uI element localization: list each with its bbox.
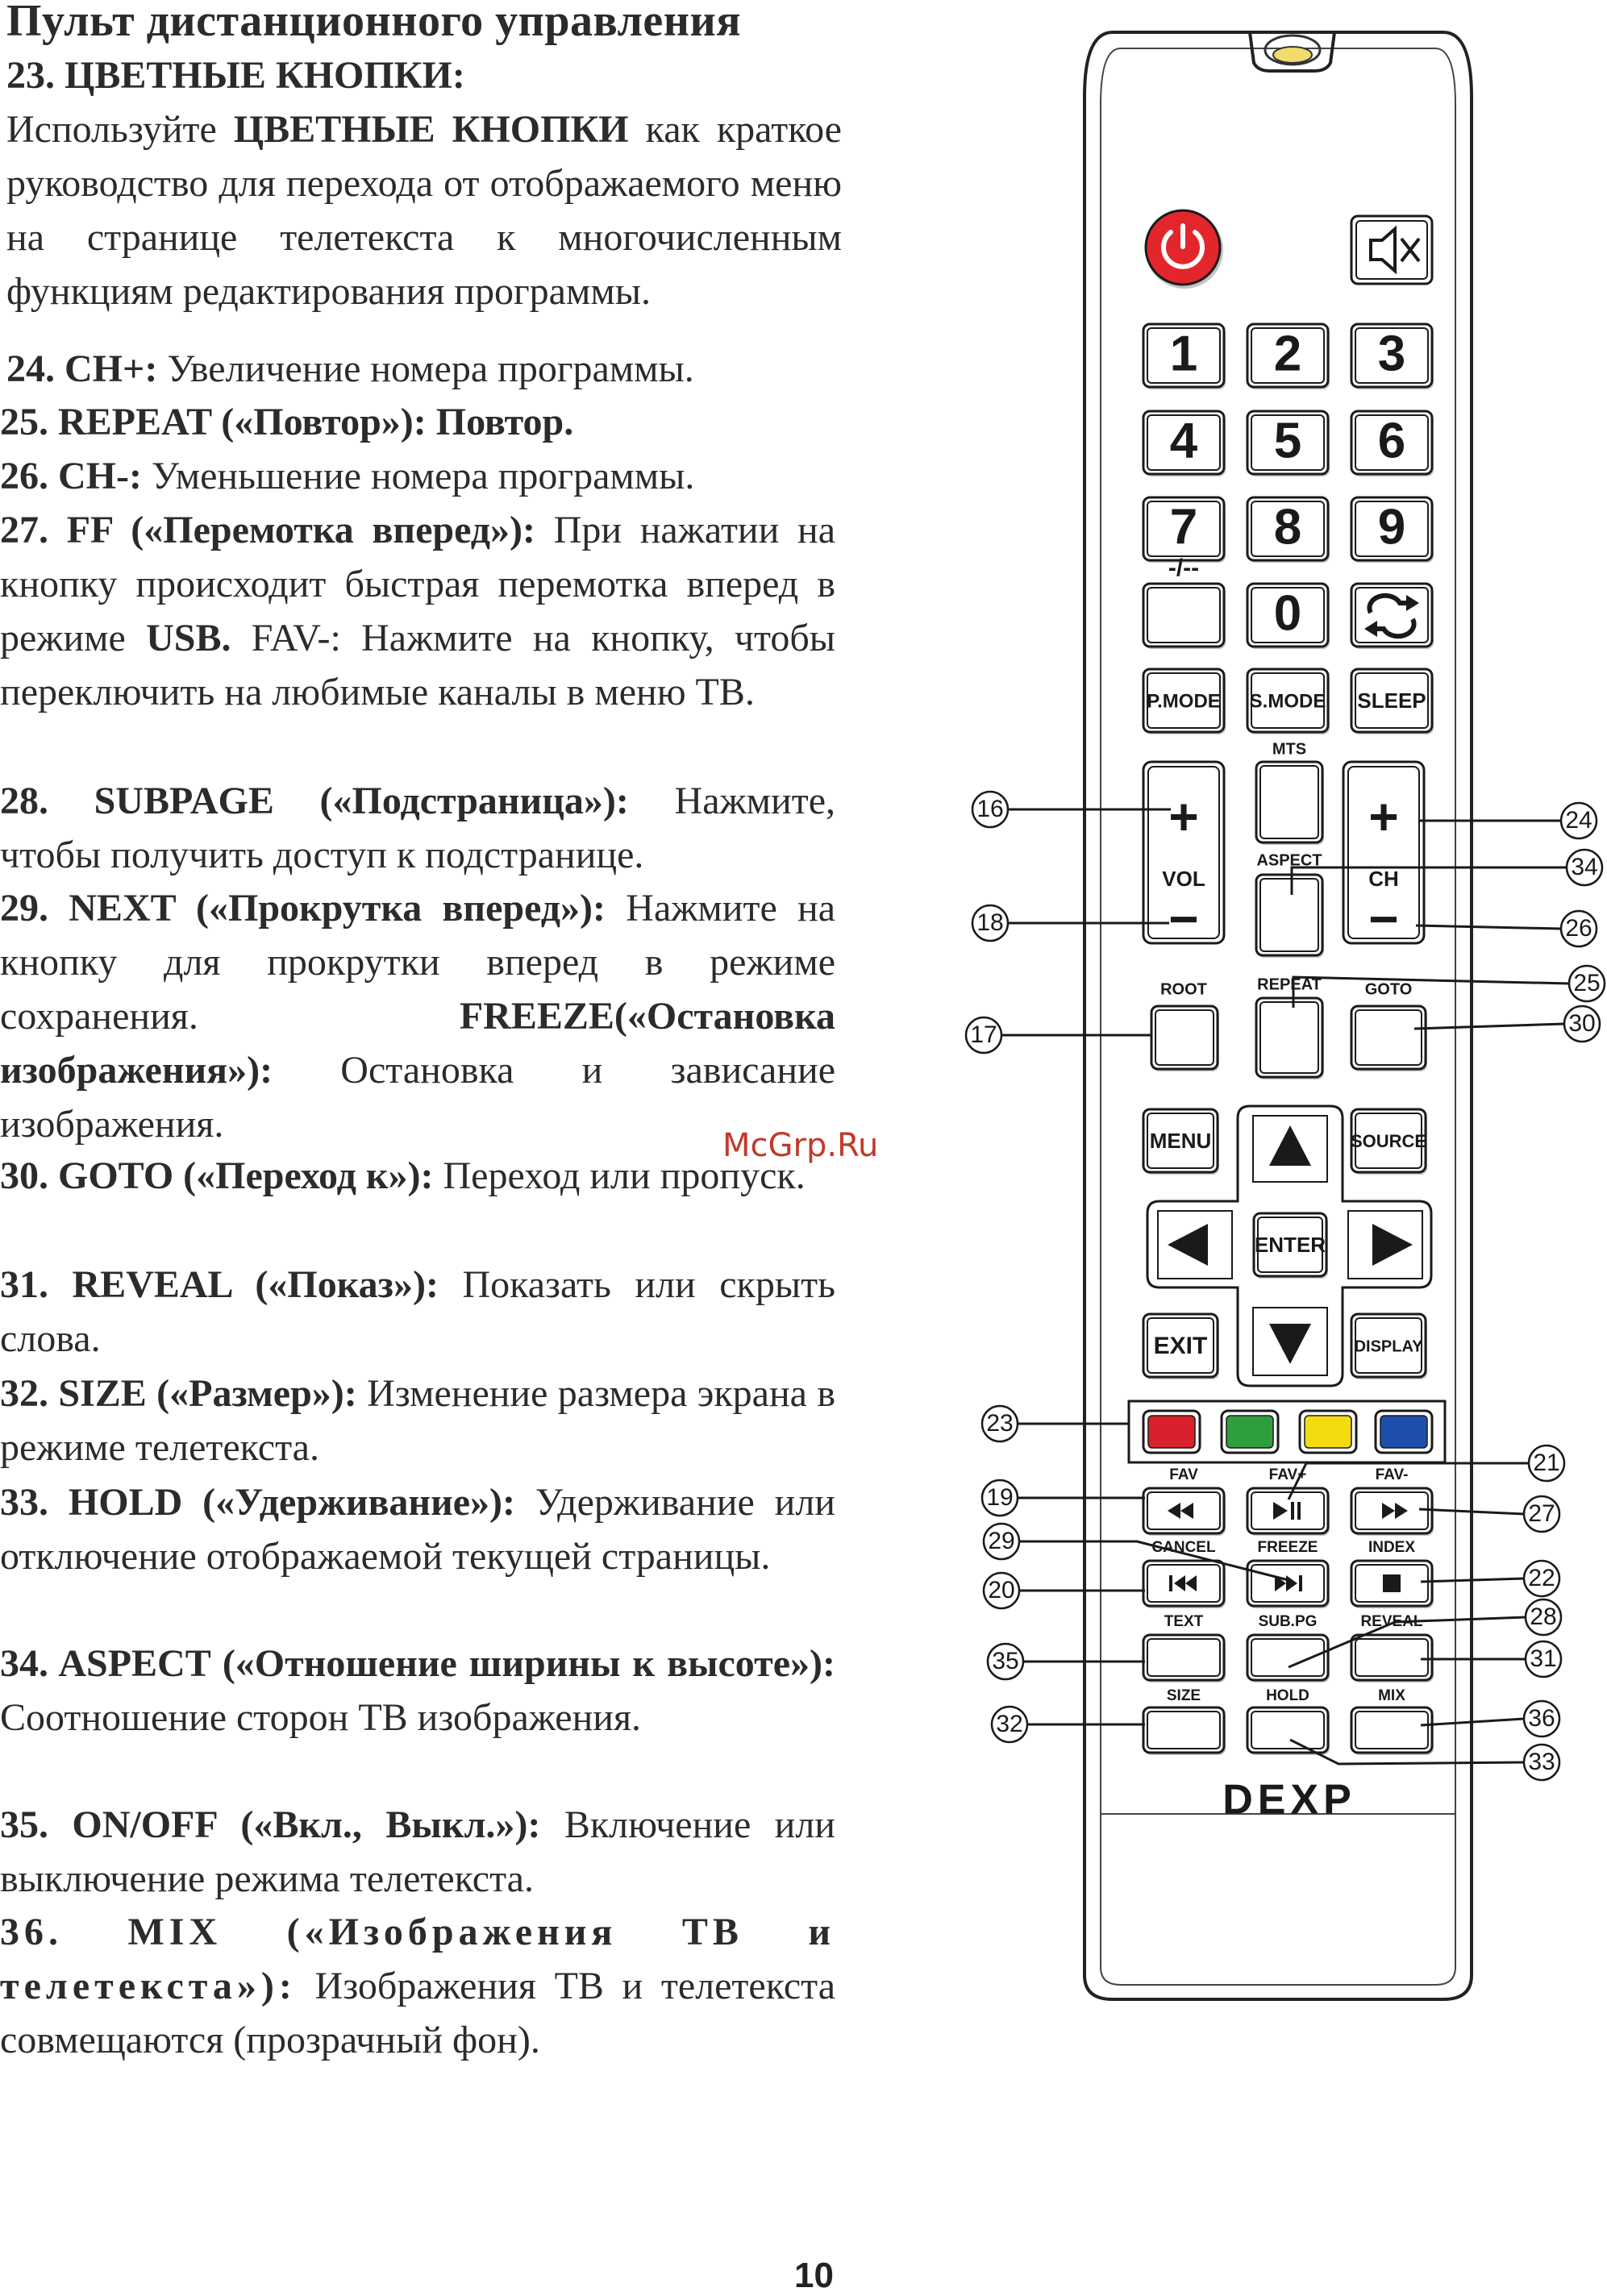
callout-27 bbox=[1419, 1496, 1559, 1532]
digit-8-button-label: 8 bbox=[1273, 499, 1302, 555]
text-30: Переход или пропуск. bbox=[433, 1154, 806, 1197]
callout-26 bbox=[1416, 911, 1597, 946]
digit-1-button-label: 1 bbox=[1169, 326, 1198, 382]
digit-5-button-label: 5 bbox=[1273, 413, 1302, 469]
digit-6-button[interactable] bbox=[1351, 411, 1434, 476]
digit-3-button[interactable] bbox=[1351, 324, 1434, 389]
text-button-face bbox=[1143, 1635, 1224, 1680]
callout-18 bbox=[972, 905, 1169, 941]
callout-28-number: 28 bbox=[1530, 1603, 1557, 1630]
callout-33-number: 33 bbox=[1528, 1748, 1555, 1775]
callout-31-number: 31 bbox=[1530, 1645, 1557, 1672]
digit-7-button-label: 7 bbox=[1169, 499, 1198, 555]
subpage-button-face bbox=[1247, 1635, 1328, 1680]
callout-26-line bbox=[1416, 925, 1561, 929]
digit-0-button[interactable] bbox=[1247, 584, 1330, 649]
dash-button-face bbox=[1143, 584, 1224, 647]
digit-8-button[interactable] bbox=[1247, 497, 1330, 563]
callout-16 bbox=[972, 792, 1171, 827]
digit-4-button[interactable] bbox=[1143, 411, 1226, 476]
vol-up-label: + bbox=[1168, 787, 1199, 846]
heading-28: 28. SUBPAGE («Подстраница»): bbox=[0, 780, 629, 822]
callout-22 bbox=[1421, 1561, 1559, 1596]
digit-0-button-label: 0 bbox=[1273, 585, 1302, 642]
digit-9-button[interactable] bbox=[1351, 497, 1434, 563]
digit-1-button[interactable] bbox=[1143, 324, 1226, 389]
label-fav-0: FAV- bbox=[1375, 1466, 1409, 1484]
text-34: Соотношение сторон ТВ изображения. bbox=[0, 1696, 642, 1739]
digit-5-button[interactable] bbox=[1247, 411, 1330, 476]
mts-label: MTS bbox=[1272, 740, 1307, 759]
label-reveal-2: REVEAL bbox=[1360, 1613, 1423, 1631]
heading-30: 30. GOTO («Переход к»): bbox=[0, 1154, 434, 1197]
color-key-1-fill bbox=[1226, 1416, 1273, 1448]
text-29a: Нажмите на кнопку для прокрутки вперед в режиме сохранения. bbox=[0, 887, 836, 1038]
callout-30-number: 30 bbox=[1568, 1009, 1596, 1037]
heading-36: 36. MIX («Изображения ТВ и телетекста»): bbox=[0, 1911, 835, 2007]
callout-17 bbox=[966, 1017, 1151, 1053]
label-fav-0: FAV+ bbox=[1268, 1466, 1307, 1484]
label-freeze-1: FREEZE bbox=[1257, 1539, 1318, 1557]
repeat-button-face bbox=[1256, 998, 1322, 1077]
menu-button-label: MENU bbox=[1149, 1128, 1212, 1153]
source-button[interactable] bbox=[1351, 1109, 1427, 1175]
enter-button-label: ENTER bbox=[1254, 1232, 1326, 1257]
root-label: ROOT bbox=[1160, 980, 1207, 999]
label-size-3: SIZE bbox=[1166, 1687, 1201, 1705]
text-28: Нажмите, чтобы получить доступ к подстранице. bbox=[0, 780, 836, 876]
callout-31 bbox=[1421, 1641, 1561, 1677]
text-27a: При нажатии на кнопку происходит быстрая перемотка вперед в режиме bbox=[0, 509, 835, 659]
callout-18-number: 18 bbox=[976, 909, 1004, 936]
text-31: Показать или скрыть слова. bbox=[0, 1263, 835, 1360]
label-hold-3: HOLD bbox=[1266, 1687, 1309, 1705]
mix-button-face bbox=[1351, 1707, 1432, 1753]
callout-34-number: 34 bbox=[1571, 853, 1598, 880]
digit-6-button-label: 6 bbox=[1377, 413, 1406, 469]
aspect-label: ASPECT bbox=[1256, 851, 1322, 870]
callout-26-number: 26 bbox=[1565, 914, 1592, 942]
ch-label: CH bbox=[1368, 866, 1399, 891]
goto-label: GOTO bbox=[1364, 980, 1413, 999]
color-key-1[interactable] bbox=[1222, 1411, 1278, 1453]
heading-31: 31. REVEAL («Показ»): bbox=[0, 1263, 439, 1306]
aspect-button-face bbox=[1256, 875, 1322, 955]
heading-29: 29. NEXT («Прокрутка вперед»): bbox=[0, 887, 606, 930]
recall-button[interactable] bbox=[1351, 584, 1434, 649]
callout-17-number: 17 bbox=[970, 1021, 997, 1048]
heading-23: 23. ЦВЕТНЫЕ КНОПКИ: bbox=[6, 54, 465, 97]
color-key-3-fill bbox=[1380, 1416, 1427, 1448]
bold-29: FREEZE(«Остановка изображения»): bbox=[0, 995, 835, 1092]
callout-27-number: 27 bbox=[1528, 1499, 1555, 1527]
ch-down-label: − bbox=[1368, 889, 1399, 948]
text-23a: Используйте bbox=[6, 108, 234, 151]
callout-23-number: 23 bbox=[986, 1409, 1014, 1437]
subpage-button[interactable] bbox=[1247, 1635, 1330, 1682]
sleep-button[interactable] bbox=[1351, 669, 1434, 734]
play-pause-button[interactable] bbox=[1247, 1488, 1330, 1536]
sleep-button-label: SLEEP bbox=[1357, 688, 1426, 713]
ch-up-label: + bbox=[1368, 787, 1399, 846]
exit-button[interactable] bbox=[1143, 1314, 1219, 1379]
callout-30-line bbox=[1414, 1024, 1564, 1029]
repeat-button[interactable] bbox=[1256, 998, 1324, 1079]
heading-33: 33. HOLD («Удерживание»): bbox=[0, 1481, 515, 1524]
callout-21-number: 21 bbox=[1533, 1449, 1560, 1476]
color-key-2-fill bbox=[1305, 1416, 1351, 1448]
text-32: Изменение размера экрана в режиме телетекста. bbox=[0, 1372, 836, 1469]
callout-23 bbox=[982, 1406, 1129, 1441]
digit-9-button-label: 9 bbox=[1377, 499, 1406, 555]
size-button-face bbox=[1143, 1707, 1224, 1753]
root-button-face bbox=[1151, 1006, 1218, 1069]
label-fav-0: FAV bbox=[1169, 1466, 1198, 1484]
dash-button[interactable] bbox=[1143, 584, 1226, 649]
callout-19-number: 19 bbox=[986, 1483, 1014, 1511]
callout-25-number: 25 bbox=[1573, 969, 1601, 996]
prev-button[interactable] bbox=[1143, 1561, 1226, 1608]
callout-32-number: 32 bbox=[996, 1710, 1023, 1737]
callout-36-number: 36 bbox=[1528, 1704, 1555, 1732]
callout-34 bbox=[1292, 850, 1602, 895]
mts-button[interactable] bbox=[1256, 762, 1324, 845]
digit-2-button[interactable] bbox=[1247, 324, 1330, 389]
s-mode-button-label: S.MODE bbox=[1249, 690, 1326, 713]
bold-27: USB. bbox=[146, 617, 231, 659]
source-button-label: SOURCE bbox=[1350, 1130, 1427, 1151]
color-key-0-fill bbox=[1148, 1416, 1195, 1448]
root-button[interactable] bbox=[1151, 1006, 1219, 1071]
vol-down-label: − bbox=[1168, 889, 1199, 948]
ch-rocker[interactable] bbox=[1343, 762, 1424, 948]
heading-25: 25. REPEAT («Повтор»): Повтор. bbox=[0, 401, 574, 443]
text-29b: Остановка и зависание изображения. bbox=[0, 1049, 835, 1146]
callout-24-number: 24 bbox=[1565, 806, 1592, 834]
callout-34-line bbox=[1292, 867, 1567, 895]
callout-29 bbox=[984, 1524, 1289, 1580]
text-35: Включение или выключение режима телетекста. bbox=[0, 1803, 835, 1900]
heading-27: 27. FF («Перемотка вперед»): bbox=[0, 509, 535, 551]
color-key-2[interactable] bbox=[1300, 1411, 1356, 1453]
callout-22-line bbox=[1421, 1578, 1524, 1582]
callout-22-number: 22 bbox=[1528, 1564, 1555, 1591]
goto-button[interactable] bbox=[1351, 1006, 1427, 1071]
vol-label: VOL bbox=[1162, 866, 1205, 891]
text-27b: FAV-: Нажмите на кнопку, чтобы переключить на любимые каналы в меню ТВ. bbox=[0, 617, 835, 713]
hold-button-face bbox=[1247, 1707, 1328, 1753]
callout-36 bbox=[1421, 1701, 1559, 1737]
heading-24: 24. CH+: bbox=[6, 347, 158, 390]
page-title: Пульт дистанционного управления bbox=[6, 0, 742, 46]
stop-icon bbox=[1383, 1574, 1401, 1592]
label-cancel-1: CANCEL bbox=[1151, 1539, 1216, 1557]
heading-35: 35. ON/OFF («Вкл., Выкл.»): bbox=[0, 1803, 541, 1846]
callout-29-number: 29 bbox=[988, 1527, 1015, 1554]
callout-16-number: 16 bbox=[976, 795, 1004, 822]
callout-35-number: 35 bbox=[992, 1647, 1019, 1674]
text-button[interactable] bbox=[1143, 1635, 1226, 1682]
p-mode-button-label: P.MODE bbox=[1147, 690, 1221, 713]
callout-20-number: 20 bbox=[988, 1576, 1015, 1603]
callout-32 bbox=[992, 1707, 1145, 1742]
stop-button[interactable] bbox=[1351, 1561, 1434, 1608]
text-24: Увеличение номера программы. bbox=[157, 347, 694, 390]
repeat-label: REPEAT bbox=[1257, 975, 1322, 994]
display-button[interactable] bbox=[1351, 1314, 1427, 1379]
digit-2-button-label: 2 bbox=[1273, 326, 1302, 382]
enter-button[interactable] bbox=[1254, 1213, 1328, 1279]
label-text-2: TEXT bbox=[1164, 1613, 1204, 1631]
label-subpg-2: SUB.PG bbox=[1258, 1613, 1318, 1631]
mute-face bbox=[1351, 216, 1432, 284]
callout-30 bbox=[1414, 1006, 1600, 1042]
digit-3-button-label: 3 bbox=[1377, 326, 1406, 382]
text-33: Удерживание или отключение отображаемой текущей страницы. bbox=[0, 1481, 835, 1578]
pause-bar-a bbox=[1291, 1502, 1294, 1520]
fast-forward-button[interactable] bbox=[1351, 1488, 1434, 1536]
digit-7-button[interactable] bbox=[1143, 497, 1226, 563]
page-number: 10 bbox=[794, 2256, 834, 2295]
rewind-button[interactable] bbox=[1143, 1488, 1226, 1536]
s-mode-button[interactable] bbox=[1247, 669, 1330, 734]
pause-bar-b bbox=[1297, 1502, 1301, 1520]
text-26: Уменьшение номера программы. bbox=[141, 455, 695, 497]
callout-20 bbox=[984, 1573, 1145, 1608]
callout-19 bbox=[982, 1480, 1145, 1516]
vol-rocker[interactable] bbox=[1143, 762, 1224, 948]
callout-24 bbox=[1419, 803, 1597, 838]
mute-button[interactable] bbox=[1351, 216, 1432, 284]
goto-button-face bbox=[1351, 1006, 1426, 1069]
heading-26: 26. CH-: bbox=[0, 455, 142, 497]
watermark: McGrp.Ru bbox=[722, 1127, 879, 1164]
size-button[interactable] bbox=[1143, 1707, 1226, 1755]
color-key-0[interactable] bbox=[1143, 1411, 1200, 1453]
color-key-3[interactable] bbox=[1376, 1411, 1432, 1453]
callout-25 bbox=[1293, 966, 1605, 1008]
display-button-label: DISPLAY bbox=[1354, 1337, 1423, 1356]
menu-button[interactable] bbox=[1143, 1109, 1219, 1175]
exit-button-label: EXIT bbox=[1153, 1332, 1208, 1359]
digit-4-button-label: 4 bbox=[1169, 413, 1198, 469]
heading-32: 32. SIZE («Размер»): bbox=[0, 1372, 357, 1415]
callout-35 bbox=[988, 1644, 1145, 1679]
heading-34: 34. ASPECT («Отношение ширины к высоте»): bbox=[0, 1642, 835, 1685]
label-mix-3: MIX bbox=[1378, 1687, 1405, 1705]
brand-logo: DEXP bbox=[1222, 1776, 1356, 1824]
power-button[interactable] bbox=[1146, 210, 1223, 289]
next-button[interactable] bbox=[1247, 1561, 1330, 1608]
aspect-button[interactable] bbox=[1256, 875, 1324, 958]
dash-label: -/-- bbox=[1168, 554, 1200, 581]
mts-button-face bbox=[1256, 762, 1322, 842]
mix-button[interactable] bbox=[1351, 1707, 1434, 1755]
reveal-button-face bbox=[1351, 1635, 1432, 1680]
p-mode-button[interactable] bbox=[1143, 669, 1226, 734]
label-index-1: INDEX bbox=[1368, 1539, 1416, 1557]
hold-button[interactable] bbox=[1247, 1707, 1330, 1755]
text-23b: как краткое руководство для перехода от отображаемого меню на странице телетекста к многочисленным функциям редактирования программы. bbox=[6, 108, 842, 313]
bold-23: ЦВЕТНЫЕ КНОПКИ bbox=[233, 108, 629, 151]
text-36: Изображения ТВ и телетекста совмещаются (прозрачный фон). bbox=[0, 1965, 835, 2061]
callout-25-line bbox=[1293, 977, 1569, 1008]
